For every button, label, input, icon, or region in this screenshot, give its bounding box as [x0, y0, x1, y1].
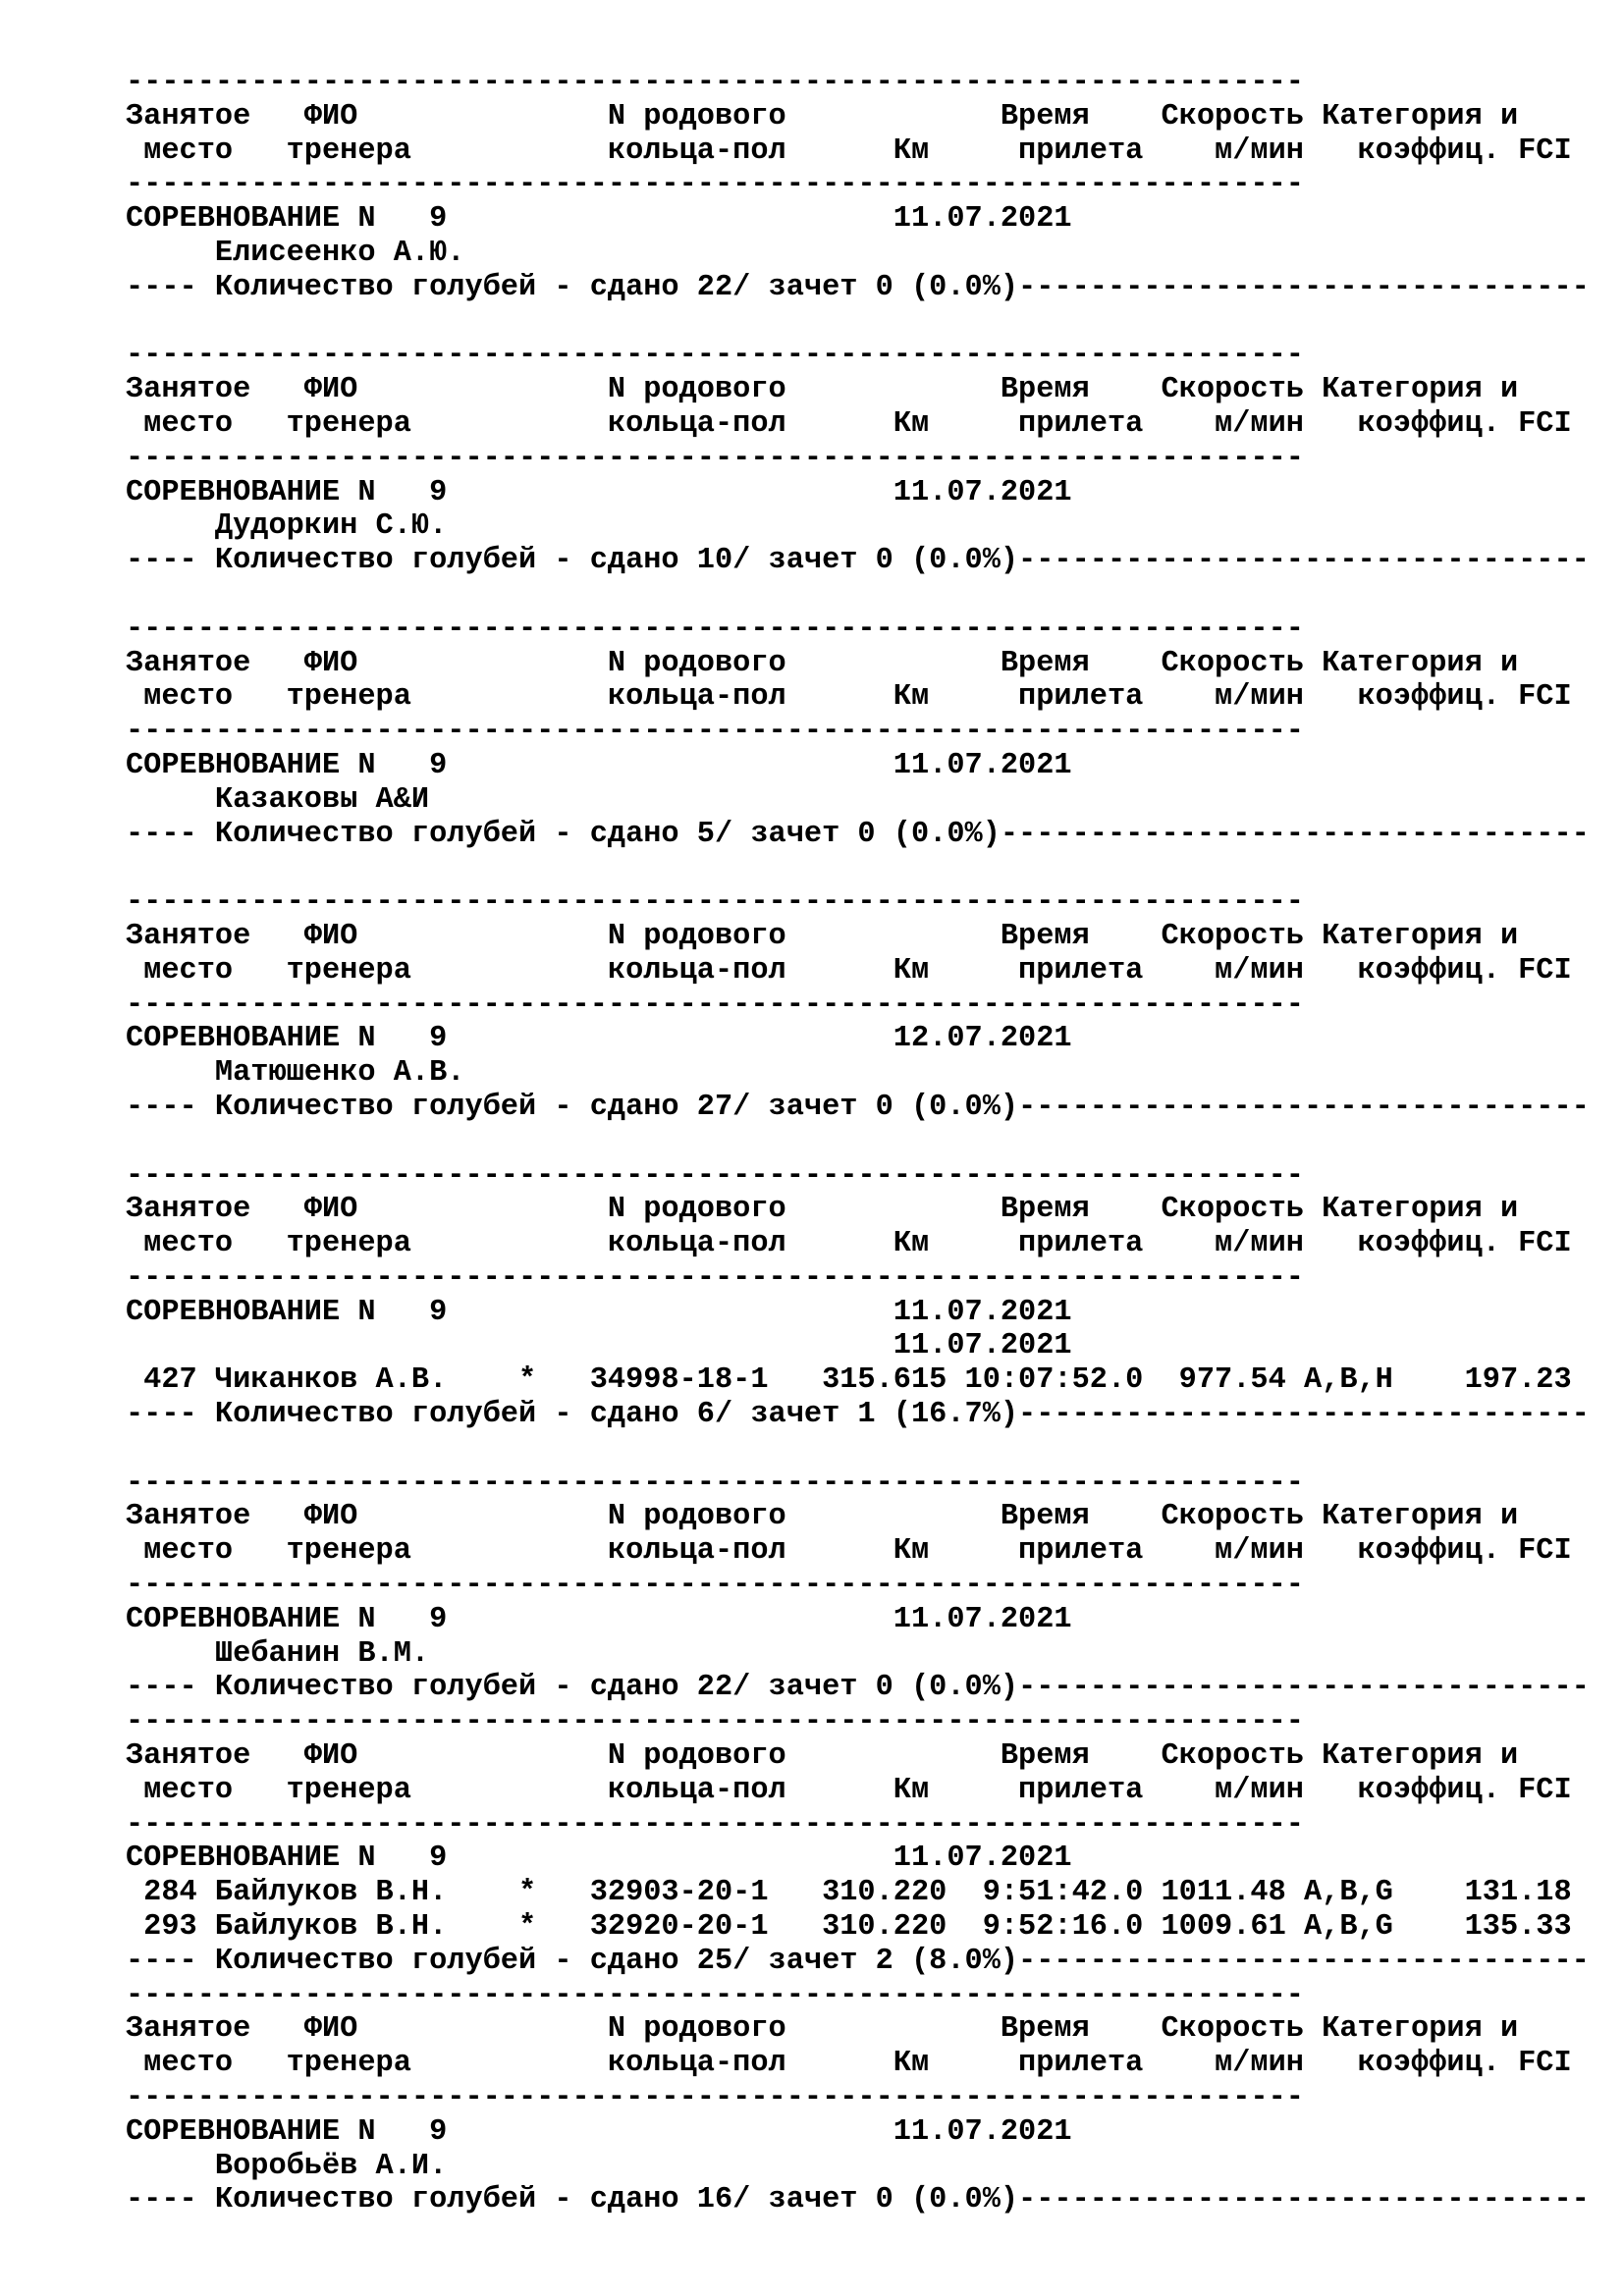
blank-line [126, 851, 1590, 885]
header-line: место тренера кольца-пол Км прилета м/мин коэффиц. FCI [126, 406, 1572, 441]
competition-line: СОРЕВНОВАНИЕ N 9 12.07.2021 [126, 1022, 1072, 1056]
competition-line: СОРЕВНОВАНИЕ N 9 11.07.2021 [126, 1602, 1072, 1636]
summary-line: ---- Количество голубей - сдано 16/ зачет 0 (0.0%)-------------------------------- [126, 2183, 1590, 2217]
summary-line: ---- Количество голубей - сдано 22/ зачет 0 (0.0%)-------------------------------- [126, 270, 1590, 304]
divider-line: ------------------------------------------------------------------ [126, 988, 1304, 1022]
fancier-name-line: Шебанин В.М. [126, 1636, 430, 1671]
divider-line: ------------------------------------------------------------------ [126, 168, 1304, 202]
summary-line: ---- Количество голубей - сдано 27/ зачет 0 (0.0%)-------------------------------- [126, 1090, 1590, 1124]
header-line: Занятое ФИО N родового Время Скорость Категория и [126, 1500, 1519, 1534]
divider-line: ------------------------------------------------------------------ [126, 612, 1304, 646]
competition-line: СОРЕВНОВАНИЕ N 9 11.07.2021 [126, 1295, 1072, 1329]
divider-line: ------------------------------------------------------------------ [126, 715, 1304, 749]
competition-line: СОРЕВНОВАНИЕ N 9 11.07.2021 [126, 202, 1072, 237]
results-report [126, 66, 1590, 2217]
divider-line: ------------------------------------------------------------------ [126, 1260, 1304, 1295]
divider-line: ------------------------------------------------------------------ [126, 1466, 1304, 1500]
divider-line: ------------------------------------------------------------------ [126, 1807, 1304, 1842]
divider-line: ------------------------------------------------------------------ [126, 2081, 1304, 2115]
header-line: место тренера кольца-пол Км прилета м/мин коэффиц. FCI [126, 953, 1572, 988]
summary-line: ---- Количество голубей - сдано 6/ зачет 1 (16.7%)-------------------------------- [126, 1398, 1590, 1432]
competition-line: СОРЕВНОВАНИЕ N 9 11.07.2021 [126, 2114, 1072, 2149]
divider-line: ------------------------------------------------------------------ [126, 339, 1304, 373]
header-line: Занятое ФИО N родового Время Скорость Категория и [126, 1739, 1519, 1774]
competition-line: СОРЕВНОВАНИЕ N 9 11.07.2021 [126, 1842, 1072, 1876]
summary-line: ---- Количество голубей - сдано 10/ зачет 0 (0.0%)-------------------------------- [126, 544, 1590, 578]
result-row: 427 Чиканков А.В. * 34998-18-1 315.615 10:07:52.0 977.54 A,B,H 197.23 [126, 1363, 1572, 1398]
fancier-name-line: Дудоркин С.Ю. [126, 509, 448, 544]
header-line: место тренера кольца-пол Км прилета м/мин коэффиц. FCI [126, 1773, 1572, 1807]
result-row: 293 Байлуков В.Н. * 32920-20-1 310.220 9:52:16.0 1009.61 A,B,G 135.33 [126, 1910, 1572, 1945]
summary-line: ---- Количество голубей - сдано 22/ зачет 0 (0.0%)-------------------------------- [126, 1671, 1590, 1705]
header-line: место тренера кольца-пол Км прилета м/мин коэффиц. FCI [126, 2047, 1572, 2081]
fancier-name-line: Воробьёв А.И. [126, 2149, 448, 2183]
header-line: Занятое ФИО N родового Время Скорость Категория и [126, 2012, 1519, 2047]
divider-line: ------------------------------------------------------------------ [126, 66, 1304, 99]
blank-line [126, 1432, 1590, 1467]
blank-line [126, 578, 1590, 613]
divider-line: ------------------------------------------------------------------ [126, 885, 1304, 920]
blank-line [126, 305, 1590, 340]
blank-line [126, 1125, 1590, 1159]
divider-line: ------------------------------------------------------------------ [126, 1705, 1304, 1739]
header-line: Занятое ФИО N родового Время Скорость Категория и [126, 646, 1519, 680]
header-line: Занятое ФИО N родового Время Скорость Категория и [126, 1193, 1519, 1227]
fancier-name-line: Казаковы А&И [126, 782, 430, 817]
competition-line: СОРЕВНОВАНИЕ N 9 11.07.2021 [126, 748, 1072, 782]
divider-line: ------------------------------------------------------------------ [126, 441, 1304, 475]
summary-line: ---- Количество голубей - сдано 25/ зачет 2 (8.0%)-------------------------------- [126, 1944, 1590, 1978]
fancier-name-line: Елисеенко А.Ю. [126, 236, 465, 270]
fancier-name-line: Матюшенко А.В. [126, 1056, 465, 1091]
header-line: место тренера кольца-пол Км прилета м/мин коэффиц. FCI [126, 680, 1572, 715]
header-line: место тренера кольца-пол Км прилета м/мин коэффиц. FCI [126, 1227, 1572, 1261]
competition-line: СОРЕВНОВАНИЕ N 9 11.07.2021 [126, 475, 1072, 509]
header-line: Занятое ФИО N родового Время Скорость Категория и [126, 99, 1519, 133]
result-row: 284 Байлуков В.Н. * 32903-20-1 310.220 9:51:42.0 1011.48 A,B,G 131.18 [126, 1876, 1572, 1910]
divider-line: ------------------------------------------------------------------ [126, 1569, 1304, 1603]
divider-line: ------------------------------------------------------------------ [126, 1158, 1304, 1193]
header-line: место тренера кольца-пол Км прилета м/мин коэффиц. FCI [126, 1534, 1572, 1569]
header-line: Занятое ФИО N родового Время Скорость Категория и [126, 919, 1519, 953]
summary-line: ---- Количество голубей - сдано 5/ зачет 0 (0.0%)--------------------------------- [126, 817, 1590, 851]
header-line: место тренера кольца-пол Км прилета м/мин коэффиц. FCI [126, 133, 1572, 168]
date-line: 11.07.2021 [126, 1329, 1072, 1363]
divider-line: ------------------------------------------------------------------ [126, 1978, 1304, 2012]
header-line: Занятое ФИО N родового Время Скорость Категория и [126, 373, 1519, 407]
